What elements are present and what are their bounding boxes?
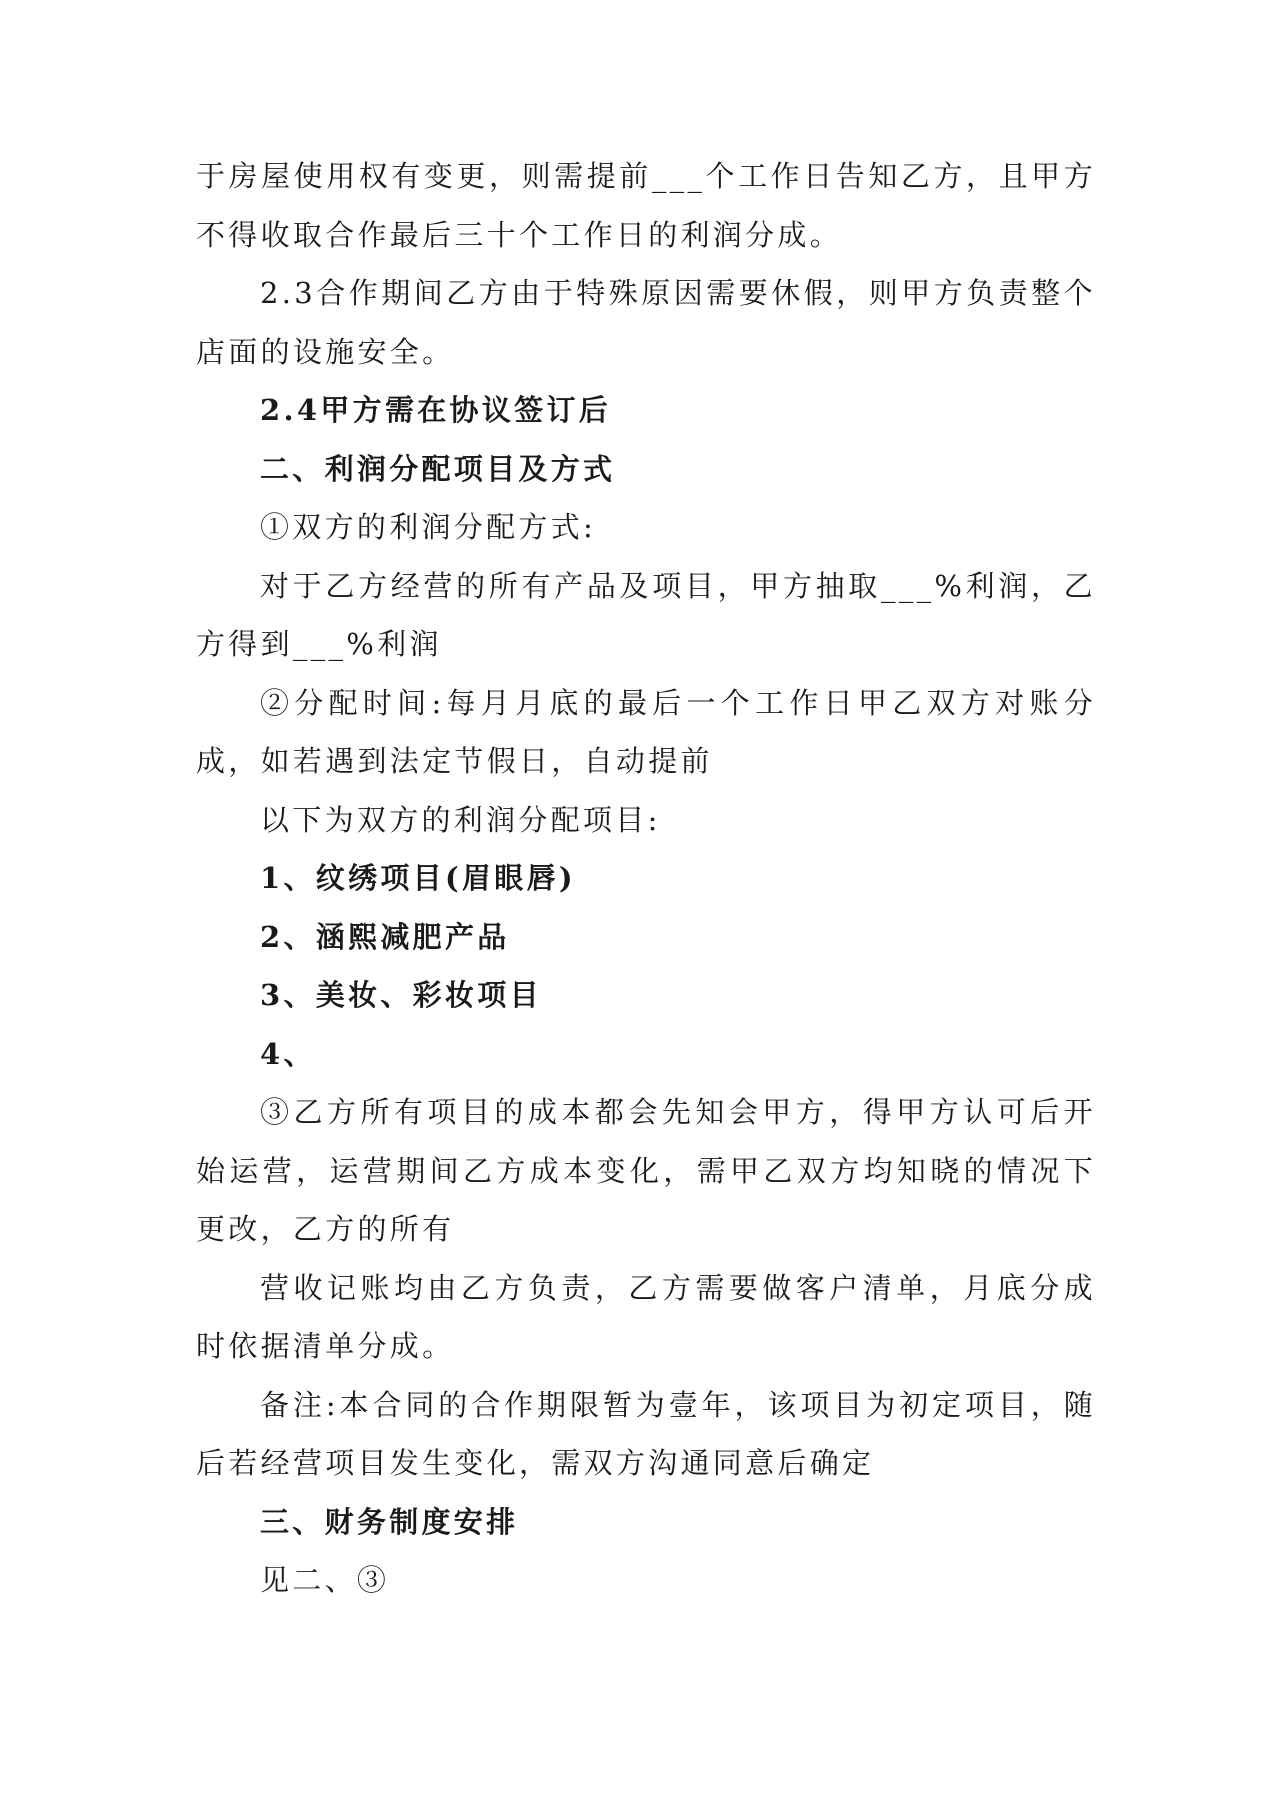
- paragraph-2-4: 2.4甲方需在协议签订后: [260, 393, 612, 427]
- paragraph-usage-right-change: 于房屋使用权有变更，则需提前___个工作日告知乙方，且甲方不得收取合作最后三十个工作日的利润分成。: [196, 159, 1096, 252]
- section-heading-financial-system: 三、财务制度安排: [260, 1504, 519, 1539]
- document-body: [196, 147, 1096, 1610]
- paragraph-distribution-method: ①双方的利润分配方式:: [260, 510, 597, 544]
- paragraph-items-intro: 以下为双方的利润分配项目:: [260, 802, 661, 837]
- paragraph-distribution-time: ②分配时间:每月月底的最后一个工作日甲乙双方对账分成，如若遇到法定节假日，自动提前: [196, 685, 1096, 778]
- paragraph-bookkeeping: 营收记账均由乙方负责，乙方需要做客户清单，月底分成时依据清单分成。: [196, 1270, 1096, 1363]
- paragraph-remark: 备注:本合同的合作期限暂为壹年，该项目为初定项目，随后若经营项目发生变化，需双方沟通同意后确定: [196, 1387, 1096, 1480]
- list-item-2: 2、涵熙减肥产品: [260, 919, 510, 954]
- list-item-1: 1、纹绣项目(眉眼唇): [260, 861, 576, 895]
- paragraph-cost-notice: ③乙方所有项目的成本都会先知会甲方，得甲方认可后开始运营，运营期间乙方成本变化，需甲乙双方均知晓的情况下更改，乙方的所有: [196, 1095, 1096, 1246]
- list-item-4: 4、: [260, 1036, 316, 1071]
- paragraph-profit-share: 对于乙方经营的所有产品及项目，甲方抽取___%利润，乙方得到___%利润: [196, 568, 1096, 661]
- paragraph-2-3: 2.3合作期间乙方由于特殊原因需要休假，则甲方负责整个店面的设施安全。: [196, 276, 1096, 369]
- list-item-3: 3、美妆、彩妆项目: [260, 978, 542, 1012]
- paragraph-see-reference: 见二、③: [260, 1563, 390, 1597]
- section-heading-profit-distribution: 二、利润分配项目及方式: [260, 451, 616, 486]
